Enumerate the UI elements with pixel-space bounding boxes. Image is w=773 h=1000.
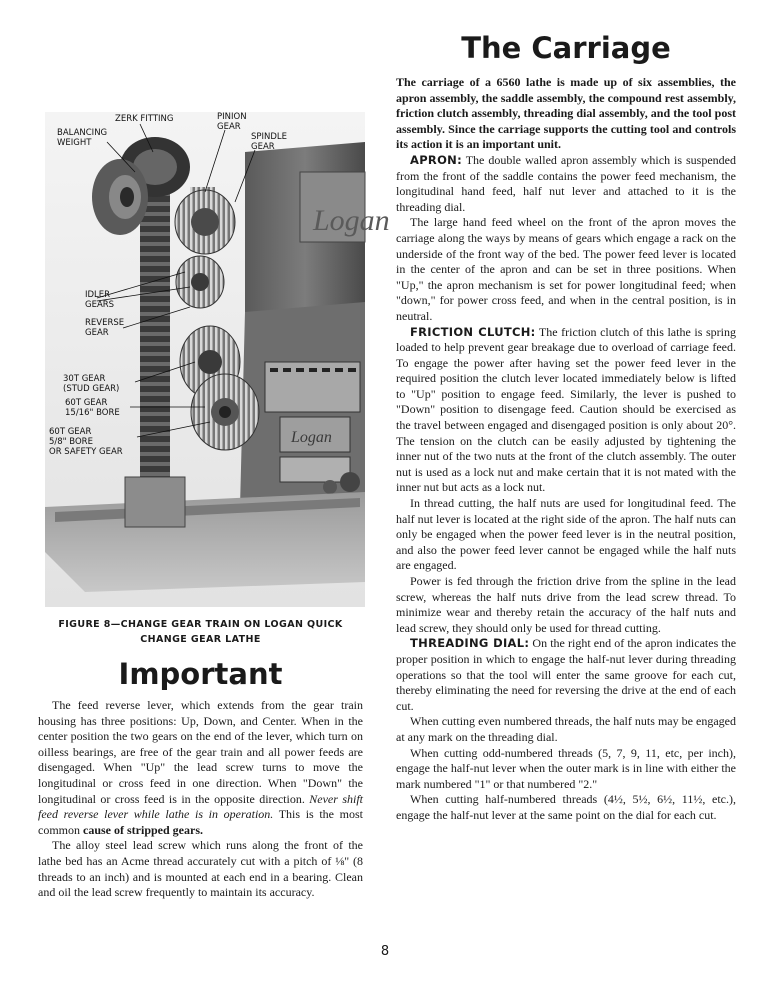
figure-caption: FIGURE 8—CHANGE GEAR TRAIN ON LOGAN QUICK CHANGE GEAR LATHE <box>58 619 343 645</box>
carriage-section <box>396 75 736 824</box>
thread-cutting-paragraph: In thread cutting, the half nuts are used for longitudinal feed. The half nut lever is located at the right side of the apron. The half nuts can only be engaged when the power feed lever is in the neutral position, and also the power feed lever cannot be engaged while the half nuts are engaged. <box>396 496 736 573</box>
apron-paragraph-2: The large hand feed wheel on the front of the apron moves the carriage along the ways by means of gears which engage a rack on the underside of the front way of the bed. The power feed lever is located in the center of the apron and can be set in three positions. When "Up," the apron mechanism is set for power longitudinal feed; when "down," for power cross feed, and when in the central position, is in neutral. <box>396 215 736 323</box>
callout-zerk-fitting: ZERK FITTING <box>115 114 174 124</box>
callout-idler-gears: IDLER GEARS <box>85 290 115 310</box>
carriage-heading: The Carriage <box>461 31 671 65</box>
important-paragraph-1: The feed reverse lever, which extends from the gear train housing has three positions: Up, Down, and Center. When in the center position the two gears on the end of the lever, which turn on oilless bearings, are free of the gear train and all power feeds are disengaged. When "Up" the lead screw turns to move the longitudinal or cross feed in one direction. When "Down" the longitudinal or cross feed is in the opposite direction. Never shift feed reverse lever while lathe is in operation. This is the most common cause of stripped gears. <box>38 698 363 837</box>
half-threads-paragraph: When cutting half-numbered threads (4½, 5½, 6½, 11½, etc.), engage the half-nut lever at the same point on the dial for each cut. <box>396 792 736 822</box>
odd-threads-paragraph: When cutting odd-numbered threads (5, 7, 9, 11, etc, per inch), engage the half-nut lever when the outer mark is in line with either the mark numbered "1" or that numbered "2." <box>396 745 736 791</box>
threading-dial-paragraph: THREADING DIAL: On the right end of the apron indicates the proper position in which to engage the half-nut lever during threading operations so that the tool will enter the same groove for each cut, thereby eliminating the need for reversing the drive at the end of each cut. <box>396 636 737 713</box>
apron-paragraph: APRON: The double walled apron assembly which is suspended from the front of the saddle contains the power feed mechanism, the longitudinal hand feed, half nut lever and attached to it is the threading dial. <box>396 152 736 214</box>
important-section <box>38 698 363 901</box>
callout-60t-gear-b: 60T GEAR 5/8" BORE OR SAFETY GEAR <box>49 427 123 457</box>
clutch-paragraph: FRICTION CLUTCH: The friction clutch of this lathe is spring loaded to help prevent gear breakage due to overload of carriage feed. To engage the power after having set the power feed lever in the required position the clutch lever located immediately below is lifted to "Up" position to engage feed. Similarly, the lever is pushed to "Down" position to disengage feed. Caution should be exercised as the travel between engaged and disengaged position is only about 20°. The tension on the clutch can be easily adjusted by tightening the inner nut of the two nuts at the front of the clutch assembly. The outer nut is used as a lock nut and make certain that it is not mated with the inner nut but acts as a lock nut. <box>396 324 736 495</box>
warning-italic: Never shift feed reverse lever while lathe is in operation. <box>38 791 363 822</box>
callout-pinion-gear: PINION GEAR <box>217 112 247 132</box>
callout-spindle-gear: SPINDLE GEAR <box>251 132 288 152</box>
warning-bold: cause of stripped gears. <box>83 822 203 837</box>
important-heading: Important <box>118 657 283 691</box>
figure-8 <box>45 112 390 607</box>
callout-60t-gear-a: 60T GEAR 15/16" BORE <box>65 398 120 418</box>
page-number: 8 <box>380 944 390 959</box>
change-gear-train-photo <box>45 112 390 607</box>
even-threads-paragraph: When cutting even numbered threads, the half nuts may be engaged at any mark on the threading dial. <box>396 714 736 744</box>
power-paragraph: Power is fed through the friction drive from the spline in the lead screw, whereas the half nuts drive from the lead screw thread. To minimize wear and thereby retain the accuracy of the half nuts and lead screw, they should only be used for thread cutting. <box>396 574 736 635</box>
callout-30t-gear: 30T GEAR (STUD GEAR) <box>63 374 120 394</box>
logo-text-small: Logan <box>291 429 332 446</box>
important-paragraph-2: The alloy steel lead screw which runs along the front of the lathe bed has an Acme thread accurately cut with a pitch of ⅛" (8 threads to an inch) and is mounted at each end in a bearing. Clean and oil the lead screw frequently to maintain its accuracy. <box>38 838 363 900</box>
apron-run-head: APRON: <box>410 152 462 167</box>
carriage-intro: The carriage of a 6560 lathe is made up of six assemblies, the apron assembly, the saddle assembly, the compound rest assembly, friction clutch assembly, threading dial assembly, and the tool post assembly. Since the carriage supports the cutting tool and controls its action it is an important unit. <box>396 75 736 152</box>
dial-run-head: THREADING DIAL: <box>410 636 530 651</box>
clutch-run-head: FRICTION CLUTCH: <box>410 324 536 339</box>
callout-balancing-weight: BALANCING WEIGHT <box>57 128 108 148</box>
logo-text: Logan <box>313 204 390 237</box>
callout-reverse-gear: REVERSE GEAR <box>85 318 125 338</box>
